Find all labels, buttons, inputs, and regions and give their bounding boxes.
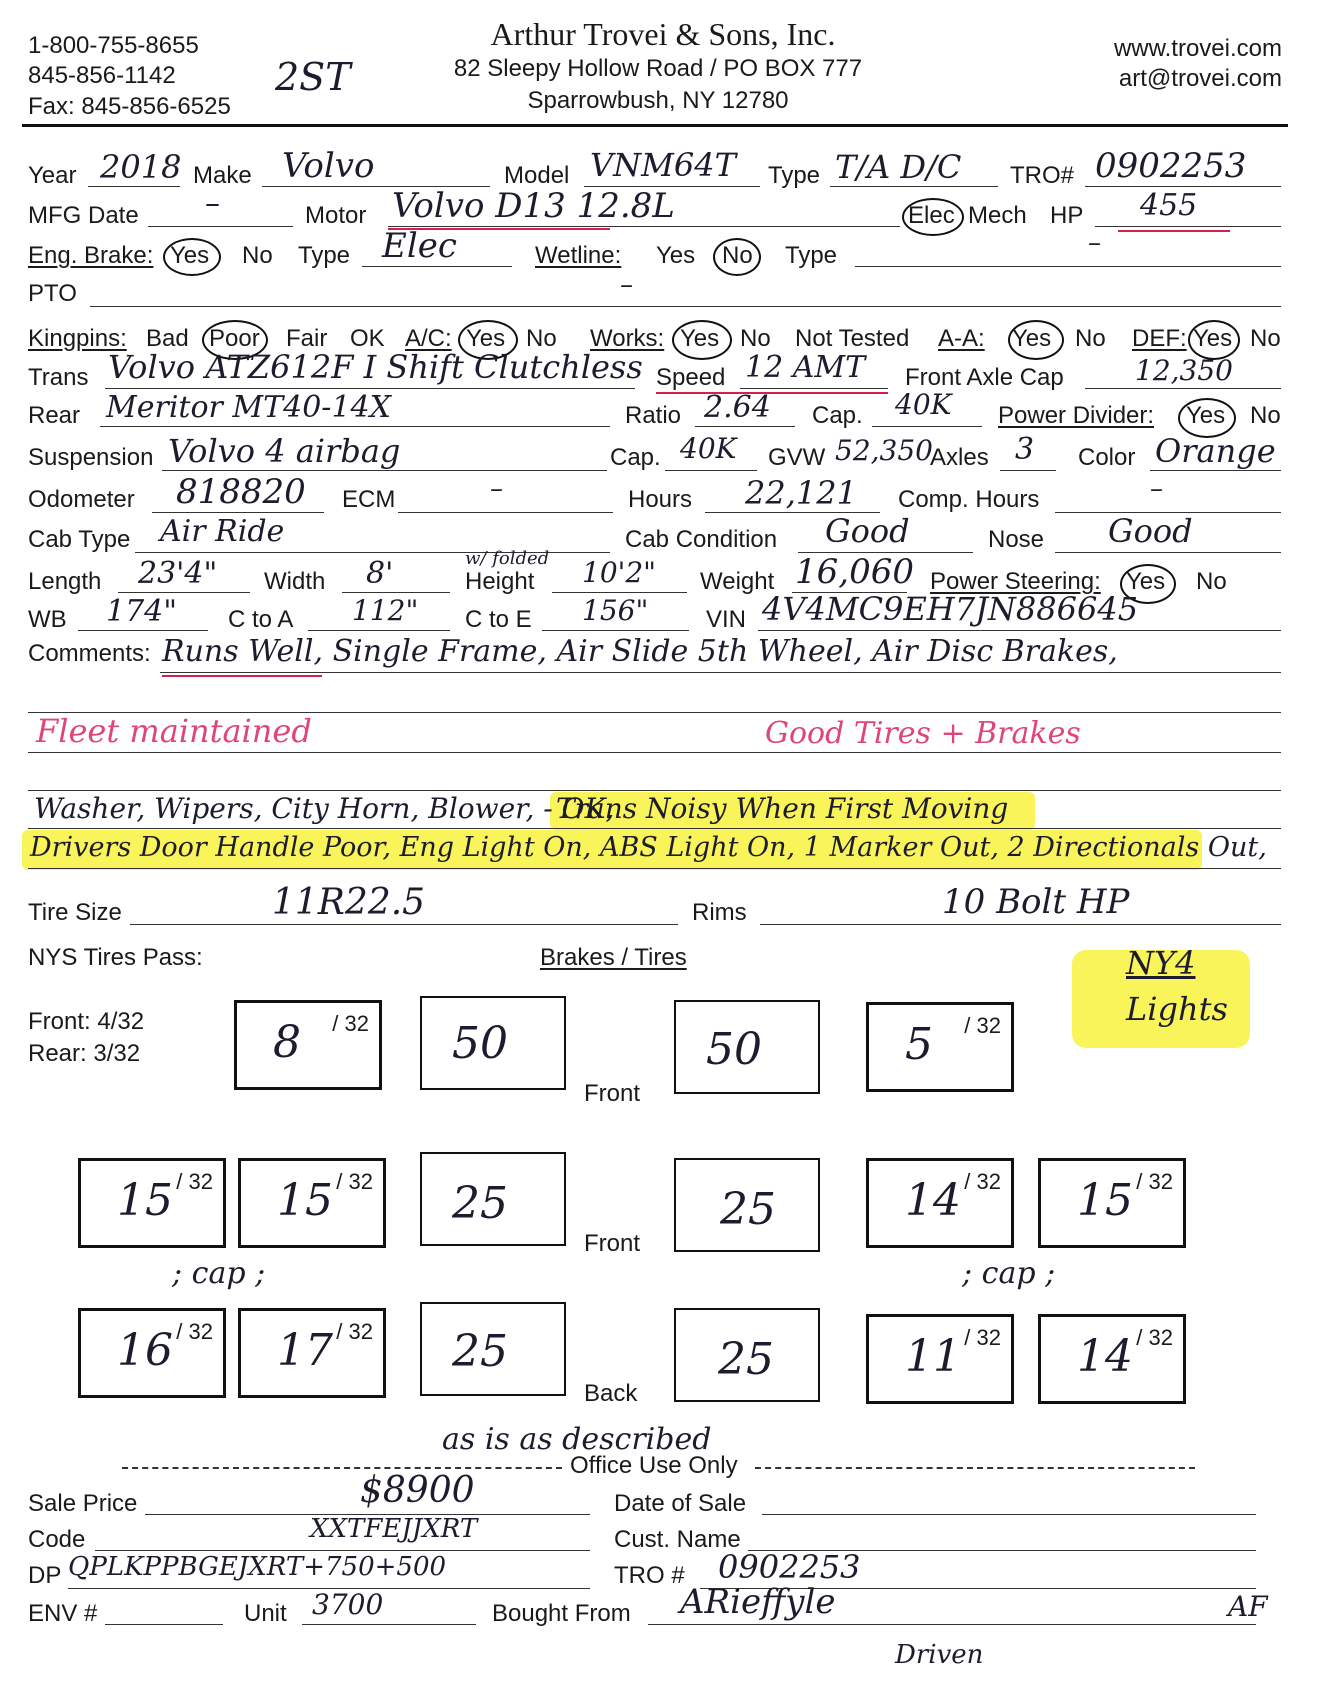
tro-num-label: TRO # [614,1562,685,1589]
pto-value[interactable]: – [620,270,633,300]
def-yes[interactable]: Yes [1193,325,1233,352]
steer-left-brake-box[interactable] [420,996,566,1090]
length-label: Length [28,568,102,595]
front-axle-cap-label: Front Axle Cap [905,364,1064,391]
fax-number: Fax: 845-856-6525 [28,93,231,120]
height-note: w/ folded [465,548,550,569]
side-note-lights: Lights [1126,990,1228,1028]
back-right-outer-value: 14 [1077,1331,1133,1382]
rims-label: Rims [692,899,747,926]
steer-right-brake-box[interactable] [674,1000,820,1094]
tire-size-value[interactable]: 11R22.5 [272,882,426,923]
suspension-cap-value[interactable]: 40K [680,432,737,465]
axles-label: Axles [930,444,989,471]
gvw-value[interactable]: 52,350 [835,434,933,467]
mfg-date-value[interactable]: – [205,186,220,221]
back-right-inner-value: 11 [905,1331,961,1382]
front-left-inner-box[interactable] [238,1158,386,1248]
rear-label: Rear [28,402,81,429]
wb-label: WB [28,606,67,633]
back-right-brake-value: 25 [718,1334,774,1385]
kingpins-fair[interactable]: Fair [286,325,328,352]
wetline-type-value[interactable]: – [1088,228,1101,258]
power-divider-label: Power Divider: [998,402,1155,429]
bought-from-label: Bought From [492,1600,631,1627]
height-label: Height [465,568,535,595]
front-left-inner-value: 15 [277,1175,333,1226]
fraction-label: / 32 [964,1325,1001,1350]
driven-note: Driven [895,1640,984,1670]
fraction-label: / 32 [964,1013,1001,1038]
color-value[interactable]: Orange [1155,432,1276,470]
c-to-a-value[interactable]: 112" [352,594,419,627]
rear-cap-value[interactable]: 40K [895,388,952,421]
unit-value[interactable]: 3700 [312,1588,384,1621]
speed-value[interactable]: 12 AMT [745,350,866,385]
front-right-outer-value: 15 [1077,1175,1133,1226]
eng-brake-yes[interactable]: Yes [170,242,210,269]
length-value[interactable]: 23'4" [138,556,218,591]
width-value[interactable]: 8' [366,556,394,591]
front-drive-label: Front [584,1230,641,1257]
front-left-outer-value: 15 [117,1175,173,1226]
back-left-outer-value: 16 [117,1325,173,1376]
fraction-label: / 32 [1136,1169,1173,1194]
fraction-label: / 32 [176,1319,213,1344]
back-right-outer-box[interactable] [1038,1314,1186,1404]
model-label: Model [504,162,570,189]
motor-label: Motor [305,202,367,229]
bought-from-value[interactable]: ARieffyle [680,1582,836,1622]
mech-option[interactable]: Mech [968,202,1027,229]
hours-label: Hours [628,486,693,513]
comments-line1[interactable]: Runs Well, Single Frame, Air Slide 5th Wheel, Air Disc Brakes, [162,634,1118,669]
env-label: ENV # [28,1600,98,1627]
make-label: Make [193,162,252,189]
weight-label: Weight [700,568,775,595]
power-steering-label: Power Steering: [930,568,1101,595]
nys-tires-pass-label: NYS Tires Pass: [28,944,203,971]
cap-note-right: ; cap ; [962,1256,1056,1291]
def-no[interactable]: No [1250,325,1281,352]
height-value[interactable]: 10'2" [582,556,657,589]
handwritten-code: 2ST [275,55,351,99]
code-label: Code [28,1526,86,1553]
sale-price-value[interactable]: $8900 [360,1470,475,1511]
initials: AF [1228,1590,1268,1623]
date-of-sale-label: Date of Sale [614,1490,747,1517]
year-value[interactable]: 2018 [100,148,182,186]
color-label: Color [1078,444,1136,471]
comments-line3-trans[interactable]: Trans Noisy When First Moving [556,792,1009,825]
fraction-label: / 32 [336,1319,373,1344]
wetline-yes[interactable]: Yes [656,242,696,269]
front-steer-label: Front [584,1080,641,1107]
fraction-label: / 32 [964,1169,1001,1194]
tro-label: TRO# [1010,162,1075,189]
fraction-label: / 32 [176,1169,213,1194]
front-right-inner-value: 14 [905,1175,961,1226]
works-yes[interactable]: Yes [680,325,720,352]
phone-tollfree: 1-800-755-8655 [28,32,199,59]
steer-left-tread-value: 8 [273,1017,301,1068]
brakes-tires-heading: Brakes / Tires [540,944,687,971]
back-left-inner-value: 17 [277,1325,333,1376]
hours-value[interactable]: 22,121 [745,474,857,512]
wetline-label: Wetline: [535,242,622,269]
works-no[interactable]: No [740,325,771,352]
elec-option[interactable]: Elec [908,202,955,229]
comments-line2-fleet[interactable]: Fleet maintained [36,712,312,750]
back-left-inner-box[interactable] [238,1308,386,1398]
cap-note-left: ; cap ; [172,1256,266,1291]
steer-right-tread-box[interactable] [866,1002,1014,1092]
company-address-line1: 82 Sleepy Hollow Road / PO BOX 777 [453,55,863,82]
phone-local: 845-856-1142 [28,62,176,89]
make-value[interactable]: Volvo [282,146,375,186]
back-drive-label: Back [584,1380,638,1407]
def-label: DEF: [1132,325,1187,352]
year-label: Year [28,162,77,189]
ratio-value[interactable]: 2.64 [704,390,771,425]
cab-type-label: Cab Type [28,526,131,553]
back-left-brake-value: 25 [452,1326,508,1377]
tro-num-value[interactable]: 0902253 [718,1548,861,1586]
rear-value[interactable]: Meritor MT40-14X [106,390,391,425]
office-divider-right [755,1467,1195,1469]
type-value[interactable]: T/A D/C [835,148,962,186]
comments-label: Comments: [28,640,151,667]
kingpins-label: Kingpins: [28,325,127,352]
as-is-note: as is as described [442,1422,712,1457]
fraction-label: / 32 [336,1169,373,1194]
aa-label: A-A: [938,325,985,352]
suspension-value[interactable]: Volvo 4 airbag [168,432,401,470]
sale-price-label: Sale Price [28,1490,138,1517]
steer-left-brake-value: 50 [452,1018,508,1069]
fraction-label: / 32 [1136,1325,1173,1350]
company-address-line2: Sparrowbush, NY 12780 [527,87,789,114]
c-to-a-label: C to A [228,606,294,633]
front-right-brake-box[interactable] [674,1158,820,1252]
comp-hours-label: Comp. Hours [898,486,1040,513]
hp-value[interactable]: 455 [1140,188,1198,223]
comments-line2-tires[interactable]: Good Tires + Brakes [765,716,1081,751]
speed-label: Speed [656,364,726,391]
steer-left-tread-box[interactable] [234,1000,382,1090]
steer-right-brake-value: 50 [706,1024,762,1075]
trans-label: Trans [28,364,89,391]
power-steering-yes[interactable]: Yes [1126,568,1166,595]
ac-no[interactable]: No [526,325,557,352]
suspension-label: Suspension [28,444,154,471]
eng-brake-type-value[interactable]: Elec [382,226,457,266]
tro-value[interactable]: 0902253 [1095,146,1247,186]
nose-label: Nose [988,526,1045,553]
comments-line3-ok[interactable]: Washer, Wipers, City Horn, Blower, - OK, [34,792,615,825]
wb-value[interactable]: 174" [106,594,178,629]
ac-yes[interactable]: Yes [466,325,506,352]
cust-name-label: Cust. Name [614,1526,741,1553]
type-label: Type [768,162,821,189]
front-left-brake-box[interactable] [420,1152,566,1246]
office-divider-left [122,1467,562,1469]
back-left-brake-box[interactable] [420,1302,566,1396]
cab-condition-value[interactable]: Good [825,512,910,550]
rear-cap-label: Cap. [812,402,863,429]
office-use-only-label: Office Use Only [570,1452,738,1479]
fraction-label: / 32 [332,1011,369,1036]
comments-line4[interactable]: Drivers Door Handle Poor, Eng Light On, ABS Light On, 1 Marker Out, 2 Directionals Out, [30,832,1267,863]
back-right-brake-box[interactable] [674,1308,820,1402]
power-divider-no[interactable]: No [1250,402,1281,429]
front-tread-requirement: Front: 4/32 [28,1008,145,1035]
width-label: Width [264,568,326,595]
vin-value[interactable]: 4V4MC9EH7JN886645 [762,590,1139,628]
c-to-e-value[interactable]: 156" [582,594,649,627]
ac-label: A/C: [405,325,452,352]
ratio-label: Ratio [625,402,682,429]
comp-hours-value[interactable]: – [1150,474,1163,504]
front-left-brake-value: 25 [452,1178,508,1229]
ecm-value[interactable]: – [490,474,503,504]
front-axle-cap-value[interactable]: 12,350 [1135,354,1233,387]
side-note-ny4: NY4 [1126,944,1196,982]
gvw-label: GVW [768,444,826,471]
c-to-e-label: C to E [465,606,532,633]
front-left-outer-box[interactable] [78,1158,226,1248]
kingpins-bad[interactable]: Bad [146,325,189,352]
dp-label: DP [28,1562,62,1589]
mfg-date-label: MFG Date [28,202,139,229]
dp-value[interactable]: QPLKPPBGEJXRT+750+500 [68,1552,447,1582]
rims-value[interactable]: 10 Bolt HP [942,882,1130,922]
kingpins-ok[interactable]: OK [350,325,385,352]
front-right-inner-box[interactable] [866,1158,1014,1248]
suspension-cap-label: Cap. [610,444,661,471]
tire-size-label: Tire Size [28,899,122,926]
rear-tread-requirement: Rear: 3/32 [28,1040,141,1067]
power-divider-yes[interactable]: Yes [1186,402,1226,429]
front-right-brake-value: 25 [720,1184,776,1235]
model-value[interactable]: VNM64T [590,146,736,184]
wetline-no[interactable]: No [722,242,753,269]
aa-no[interactable]: No [1075,325,1106,352]
works-label: Works: [590,325,665,352]
kingpins-poor[interactable]: Poor [209,325,260,352]
works-not-tested[interactable]: Not Tested [795,325,910,352]
header-divider [22,124,1288,127]
hp-label: HP [1050,202,1084,229]
vin-label: VIN [706,606,747,633]
odometer-label: Odometer [28,486,135,513]
company-name: Arthur Trovei & Sons, Inc. [490,16,836,52]
cab-type-value[interactable]: Air Ride [160,514,285,549]
front-right-outer-box[interactable] [1038,1158,1186,1248]
eng-brake-type-label: Type [298,242,351,269]
motor-value[interactable]: Volvo D13 12.8L [392,186,675,226]
ecm-label: ECM [342,486,396,513]
code-value[interactable]: XXTFEJJXRT [310,1514,478,1544]
odometer-value[interactable]: 818820 [176,472,306,512]
company-email[interactable]: art@trovei.com [1118,65,1282,92]
power-steering-no[interactable]: No [1196,568,1227,595]
eng-brake-no[interactable]: No [242,242,273,269]
axles-value[interactable]: 3 [1015,432,1035,467]
company-website[interactable]: www.trovei.com [1113,35,1282,62]
steer-right-tread-value: 5 [905,1019,933,1070]
unit-label: Unit [244,1600,287,1627]
cab-condition-label: Cab Condition [625,526,778,553]
aa-yes[interactable]: Yes [1012,325,1052,352]
pto-label: PTO [28,280,77,307]
nose-value[interactable]: Good [1108,512,1193,550]
eng-brake-label: Eng. Brake: [28,242,154,269]
back-right-inner-box[interactable] [866,1314,1014,1404]
weight-value[interactable]: 16,060 [795,552,914,592]
back-left-outer-box[interactable] [78,1308,226,1398]
trans-value[interactable]: Volvo ATZ612F I Shift Clutchless [108,348,643,386]
wetline-type-label: Type [785,242,838,269]
